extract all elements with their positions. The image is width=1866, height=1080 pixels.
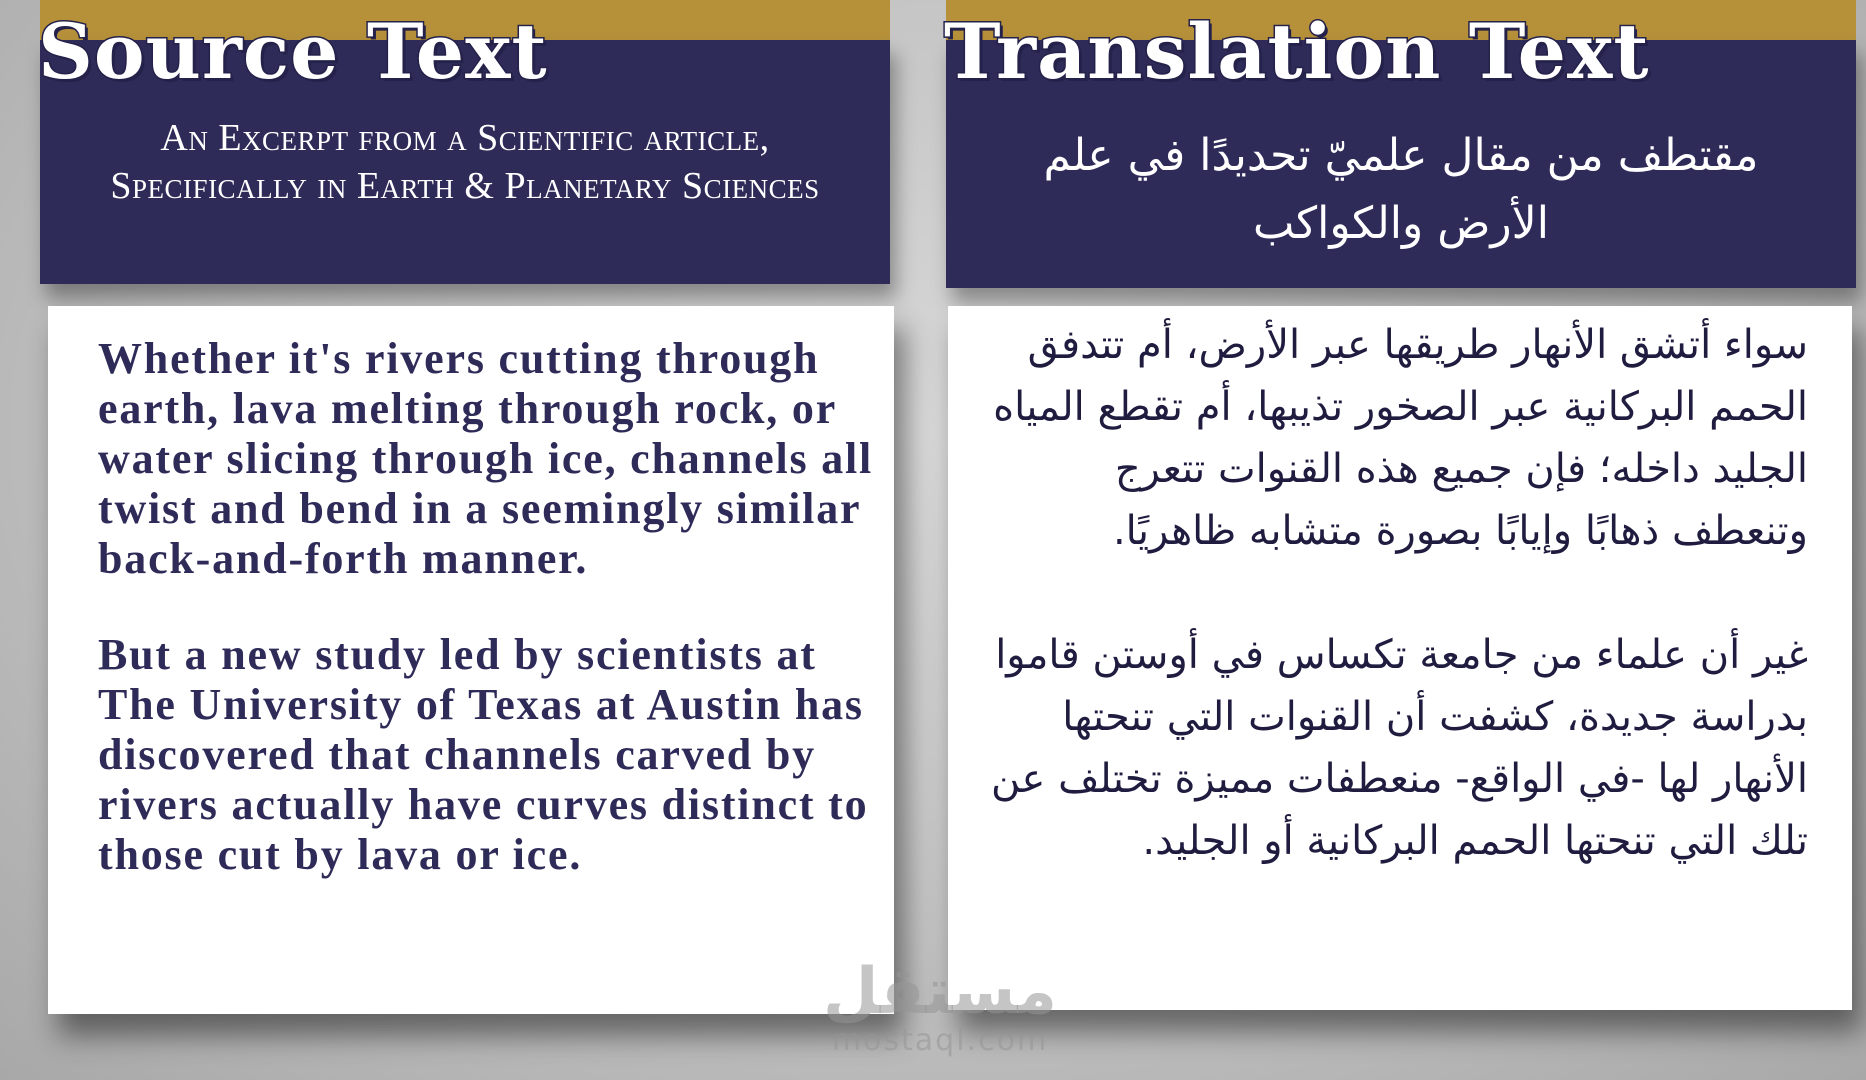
translation-text-card <box>948 306 1852 1010</box>
source-paragraph-2: But a new study led by scientists at The University of Texas at Austin has discovered that channels carved by rivers actually have curves distinct to those cut by lava or ice. <box>98 630 869 879</box>
translation-body <box>968 314 1808 934</box>
source-title: Source Text <box>38 7 548 96</box>
translation-paragraph-1: سواء أتشق الأنهار طريقها عبر الأرض، أم تتدفق الحمم البركانية عبر الصخور تذيبها، أم تقطع المياه الجليد داخله؛ فإن جميع هذه القنوات تتعرج وتنعطف ذهابًا وإيابًا بصورة متشابه ظاهريًا. <box>993 322 1808 554</box>
mostaql-watermark <box>790 955 1090 1058</box>
source-body <box>98 334 888 926</box>
watermark-arabic: مستقل <box>822 955 1058 1029</box>
translation-title: Translation Text <box>944 7 1650 96</box>
source-text-card <box>48 306 894 1014</box>
source-subtitle: An Excerpt from a Scientific article, Specifically in Earth & Planetary Sciences <box>110 117 820 207</box>
source-paragraph-1: Whether it's rivers cutting through earth, lava melting through rock, or water slicing through ice, channels all twist and bend in a seemingly similar back-and-forth manner. <box>98 334 874 583</box>
translation-paragraph-2: غير أن علماء من جامعة تكساس في أوستن قاموا بدراسة جديدة، كشفت أن القنوات التي تنحتها الأنهار لها -في الواقع- منعطفات مميزة تختلف عن تلك التي تنحتها الحمم البركانية أو الجليد. <box>991 632 1808 864</box>
translation-subtitle: مقتطف من مقال علميّ تحديدًا في علم الأرض والكواكب <box>1043 130 1759 249</box>
watermark-latin: mostaql.com <box>831 1023 1049 1058</box>
